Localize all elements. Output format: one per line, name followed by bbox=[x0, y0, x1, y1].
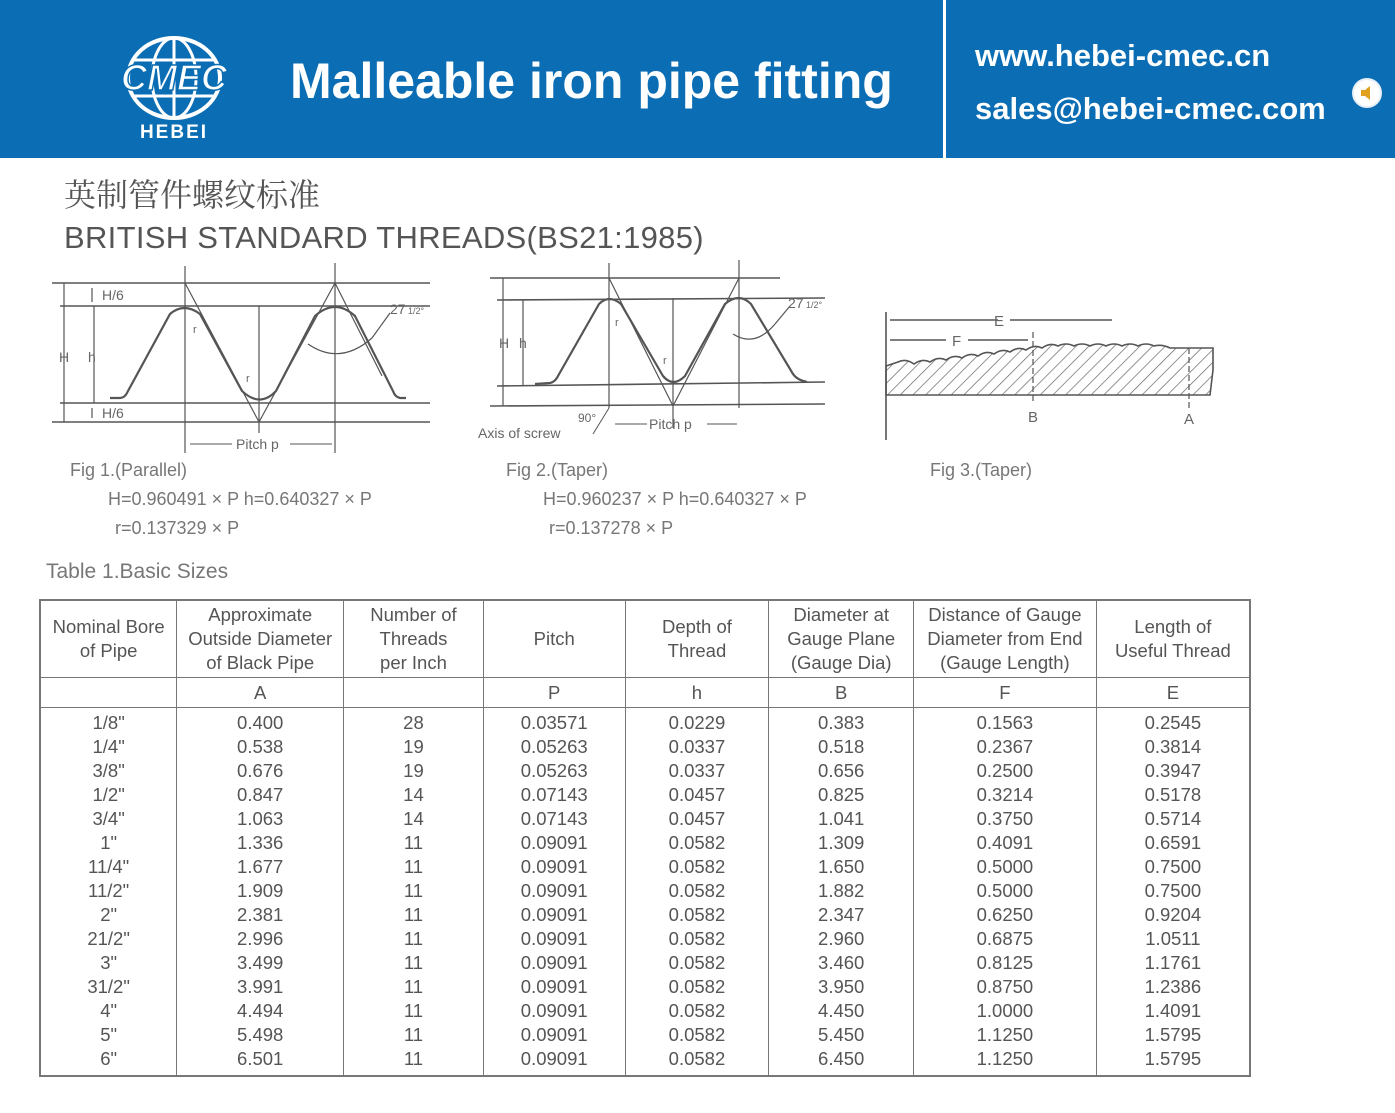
column-header-line: Outside Diameter bbox=[188, 628, 333, 649]
table-cell: 1.309 bbox=[769, 831, 914, 855]
table-cell: 0.2500 bbox=[914, 759, 1097, 783]
column-header-line: Number of bbox=[370, 604, 457, 625]
table-cell: 0.7500 bbox=[1096, 879, 1250, 903]
column-symbol: A bbox=[177, 678, 344, 708]
table-cell: 14 bbox=[344, 807, 484, 831]
table-cell: 6" bbox=[40, 1047, 177, 1076]
table-cell: 0.656 bbox=[769, 759, 914, 783]
table-cell: 1.909 bbox=[177, 879, 344, 903]
table-row bbox=[40, 1023, 1250, 1047]
table-cell: 1.882 bbox=[769, 879, 914, 903]
table-cell: 0.7500 bbox=[1096, 855, 1250, 879]
column-symbol: h bbox=[625, 678, 769, 708]
fig1-h6-bottom: H/6 bbox=[102, 405, 124, 421]
table-cell: 5.498 bbox=[177, 1023, 344, 1047]
table-cell: 0.0457 bbox=[625, 807, 769, 831]
fig1-h6-top: H/6 bbox=[102, 287, 124, 303]
table-cell: 3" bbox=[40, 951, 177, 975]
logo-text: CMEC bbox=[121, 57, 227, 98]
table-cell: 1.1250 bbox=[914, 1023, 1097, 1047]
column-header bbox=[344, 600, 484, 678]
table-cell: 0.3947 bbox=[1096, 759, 1250, 783]
fig1-parallel-thread-diagram bbox=[50, 258, 440, 458]
column-header-line: of Black Pipe bbox=[206, 652, 315, 673]
table-cell: 0.2545 bbox=[1096, 708, 1250, 736]
table-cell: 0.0582 bbox=[625, 879, 769, 903]
table-cell: 0.518 bbox=[769, 735, 914, 759]
table-cell: 1" bbox=[40, 831, 177, 855]
table-row bbox=[40, 927, 1250, 951]
column-header-line: Diameter at bbox=[793, 604, 890, 625]
table-cell: 0.09091 bbox=[483, 831, 625, 855]
column-symbol: B bbox=[769, 678, 914, 708]
table-cell: 0.0337 bbox=[625, 759, 769, 783]
table-cell: 0.3214 bbox=[914, 783, 1097, 807]
table-cell: 0.9204 bbox=[1096, 903, 1250, 927]
column-header bbox=[625, 600, 769, 678]
column-header-line: Distance of Gauge bbox=[928, 604, 1082, 625]
fig2-pitch: Pitch p bbox=[649, 416, 692, 432]
column-header-line: Pitch bbox=[533, 628, 575, 649]
table-cell: 31/2" bbox=[40, 975, 177, 999]
table-cell: 0.09091 bbox=[483, 951, 625, 975]
fig1-formula2: r=0.137329 × P bbox=[115, 518, 240, 538]
table-cell: 0.09091 bbox=[483, 927, 625, 951]
fig3-E-label: E bbox=[994, 313, 1005, 330]
table-cell: 0.0229 bbox=[625, 708, 769, 736]
table-cell: 0.0457 bbox=[625, 783, 769, 807]
column-symbol: F bbox=[914, 678, 1097, 708]
table-cell: 5.450 bbox=[769, 1023, 914, 1047]
table-cell: 0.0582 bbox=[625, 831, 769, 855]
table-cell: 0.0582 bbox=[625, 927, 769, 951]
table-cell: 11 bbox=[344, 855, 484, 879]
table-cell: 11 bbox=[344, 951, 484, 975]
table-cell: 0.847 bbox=[177, 783, 344, 807]
table-cell: 0.0337 bbox=[625, 735, 769, 759]
heading-english: BRITISH STANDARD THREADS(BS21:1985) bbox=[64, 220, 704, 255]
table-cell: 3.460 bbox=[769, 951, 914, 975]
table-cell: 3.499 bbox=[177, 951, 344, 975]
fig2-right-angle: 90° bbox=[578, 411, 597, 425]
table-cell: 0.0582 bbox=[625, 855, 769, 879]
fig3-B-label: B bbox=[1028, 409, 1039, 426]
table-cell: 1.677 bbox=[177, 855, 344, 879]
website-link[interactable]: www.hebei-cmec.cn bbox=[975, 38, 1271, 73]
table-cell: 2.381 bbox=[177, 903, 344, 927]
table-cell: 0.09091 bbox=[483, 1023, 625, 1047]
fig2-caption: Fig 2.(Taper) bbox=[506, 460, 609, 480]
fig3-taper-gauge-diagram bbox=[878, 302, 1223, 447]
table-cell: 0.383 bbox=[769, 708, 914, 736]
table-row bbox=[40, 999, 1250, 1023]
table-cell: 0.676 bbox=[177, 759, 344, 783]
table-cell: 21/2" bbox=[40, 927, 177, 951]
fig2-r-bottom: r bbox=[663, 355, 667, 367]
table-cell: 0.07143 bbox=[483, 807, 625, 831]
table-header-row bbox=[40, 600, 1250, 678]
column-symbol bbox=[40, 678, 177, 708]
fig2-h-label: h bbox=[519, 335, 527, 351]
column-header-line: of Pipe bbox=[79, 640, 138, 661]
page-title: Malleable iron pipe fitting bbox=[290, 53, 893, 109]
table-caption: Table 1.Basic Sizes bbox=[46, 560, 229, 583]
table-cell: 1.4091 bbox=[1096, 999, 1250, 1023]
table-cell: 0.8750 bbox=[914, 975, 1097, 999]
table-cell: 1.5795 bbox=[1096, 1047, 1250, 1076]
table-cell: 4.450 bbox=[769, 999, 914, 1023]
table-row bbox=[40, 903, 1250, 927]
column-symbol: P bbox=[483, 678, 625, 708]
table-row bbox=[40, 783, 1250, 807]
fig2-formula2: r=0.137278 × P bbox=[549, 518, 674, 538]
fig2-r-top: r bbox=[615, 317, 619, 329]
table-cell: 2.960 bbox=[769, 927, 914, 951]
column-header-line: Thread bbox=[667, 640, 727, 661]
fig3-A-label: A bbox=[1184, 411, 1195, 428]
table-symbol-row bbox=[40, 678, 1250, 708]
table-cell: 0.6591 bbox=[1096, 831, 1250, 855]
table-cell: 0.3750 bbox=[914, 807, 1097, 831]
table-cell: 0.5714 bbox=[1096, 807, 1250, 831]
table-cell: 0.0582 bbox=[625, 903, 769, 927]
table-row bbox=[40, 855, 1250, 879]
table-cell: 4" bbox=[40, 999, 177, 1023]
table-cell: 1/4" bbox=[40, 735, 177, 759]
column-header-line: Length of bbox=[1134, 616, 1212, 637]
table-cell: 1.2386 bbox=[1096, 975, 1250, 999]
table-cell: 6.450 bbox=[769, 1047, 914, 1076]
table-cell: 1.1761 bbox=[1096, 951, 1250, 975]
table-cell: 0.5000 bbox=[914, 855, 1097, 879]
table-row bbox=[40, 708, 1250, 736]
fig1-formula1: H=0.960491 × P h=0.640327 × P bbox=[108, 489, 372, 509]
table-cell: 2.347 bbox=[769, 903, 914, 927]
column-header-line: (Gauge Dia) bbox=[790, 652, 892, 673]
table-cell: 1/8" bbox=[40, 708, 177, 736]
table-cell: 11 bbox=[344, 975, 484, 999]
table-cell: 0.400 bbox=[177, 708, 344, 736]
header-divider bbox=[943, 0, 946, 158]
fig3-caption: Fig 3.(Taper) bbox=[930, 460, 1033, 480]
fig3-F-label: F bbox=[952, 333, 962, 350]
column-header bbox=[483, 600, 625, 678]
table-cell: 3/8" bbox=[40, 759, 177, 783]
table-cell: 1.336 bbox=[177, 831, 344, 855]
table-cell: 1.650 bbox=[769, 855, 914, 879]
fig2-angle-frac: 1/2° bbox=[806, 300, 823, 310]
table-cell: 11 bbox=[344, 1047, 484, 1076]
table-cell: 0.03571 bbox=[483, 708, 625, 736]
table-cell: 1.063 bbox=[177, 807, 344, 831]
table-cell: 11 bbox=[344, 999, 484, 1023]
table-cell: 0.0582 bbox=[625, 999, 769, 1023]
fig1-angle-frac: 1/2° bbox=[408, 306, 425, 316]
table-cell: 0.4091 bbox=[914, 831, 1097, 855]
table-cell: 0.09091 bbox=[483, 975, 625, 999]
table-cell: 3/4" bbox=[40, 807, 177, 831]
table-cell: 0.09091 bbox=[483, 1047, 625, 1076]
table-cell: 1.5795 bbox=[1096, 1023, 1250, 1047]
table-cell: 11 bbox=[344, 927, 484, 951]
table-cell: 0.0582 bbox=[625, 951, 769, 975]
column-header-line: Nominal Bore bbox=[52, 616, 165, 637]
table-cell: 0.825 bbox=[769, 783, 914, 807]
logo-sub: HEBEI bbox=[139, 122, 209, 142]
table-cell: 1.0000 bbox=[914, 999, 1097, 1023]
table-cell: 0.09091 bbox=[483, 855, 625, 879]
table-cell: 0.8125 bbox=[914, 951, 1097, 975]
table-cell: 1.0511 bbox=[1096, 927, 1250, 951]
column-header bbox=[914, 600, 1097, 678]
column-header-line: per Inch bbox=[380, 652, 447, 673]
table-cell: 0.2367 bbox=[914, 735, 1097, 759]
table-cell: 0.09091 bbox=[483, 903, 625, 927]
column-symbol bbox=[344, 678, 484, 708]
table-row bbox=[40, 807, 1250, 831]
table-cell: 19 bbox=[344, 759, 484, 783]
column-header-line: Depth of bbox=[661, 616, 732, 637]
table-cell: 0.3814 bbox=[1096, 735, 1250, 759]
fig2-formula1: H=0.960237 × P h=0.640327 × P bbox=[543, 489, 807, 509]
column-header-line: (Gauge Length) bbox=[940, 652, 1070, 673]
column-header-line: Diameter from End bbox=[927, 628, 1083, 649]
column-header-line: Useful Thread bbox=[1114, 640, 1231, 661]
table-cell: 0.538 bbox=[177, 735, 344, 759]
table-cell: 3.950 bbox=[769, 975, 914, 999]
table-cell: 6.501 bbox=[177, 1047, 344, 1076]
heading-chinese: 英制管件螺纹标准 bbox=[64, 176, 321, 214]
fig1-r-top: r bbox=[193, 324, 197, 336]
fig1-r-bottom: r bbox=[246, 373, 250, 385]
table-cell: 0.05263 bbox=[483, 735, 625, 759]
speaker-icon[interactable] bbox=[1352, 78, 1382, 108]
table-cell: 0.6250 bbox=[914, 903, 1097, 927]
table-cell: 3.991 bbox=[177, 975, 344, 999]
column-header bbox=[1096, 600, 1250, 678]
table-cell: 1/2" bbox=[40, 783, 177, 807]
table-cell: 0.5000 bbox=[914, 879, 1097, 903]
fig2-angle: 27 bbox=[788, 295, 804, 311]
table-row bbox=[40, 831, 1250, 855]
table-cell: 19 bbox=[344, 735, 484, 759]
table-cell: 28 bbox=[344, 708, 484, 736]
table-cell: 0.6875 bbox=[914, 927, 1097, 951]
basic-sizes-table bbox=[39, 599, 1251, 1077]
column-header-line: Threads bbox=[379, 628, 448, 649]
table-cell: 2.996 bbox=[177, 927, 344, 951]
fig1-h-label: h bbox=[88, 349, 96, 365]
column-header bbox=[177, 600, 344, 678]
table-row bbox=[40, 759, 1250, 783]
table-cell: 0.0582 bbox=[625, 975, 769, 999]
table-row bbox=[40, 735, 1250, 759]
fig1-caption: Fig 1.(Parallel) bbox=[70, 460, 188, 480]
column-header bbox=[769, 600, 914, 678]
column-header-line: Approximate bbox=[208, 604, 313, 625]
table-cell: 11 bbox=[344, 903, 484, 927]
table-cell: 0.0582 bbox=[625, 1047, 769, 1076]
table-cell: 11 bbox=[344, 1023, 484, 1047]
table-cell: 5" bbox=[40, 1023, 177, 1047]
table-cell: 0.07143 bbox=[483, 783, 625, 807]
fig2-taper-thread-diagram bbox=[475, 258, 855, 448]
table-row bbox=[40, 951, 1250, 975]
table-cell: 1.041 bbox=[769, 807, 914, 831]
table-cell: 2" bbox=[40, 903, 177, 927]
table-cell: 0.1563 bbox=[914, 708, 1097, 736]
table-cell: 0.09091 bbox=[483, 879, 625, 903]
table-cell: 0.09091 bbox=[483, 999, 625, 1023]
fig1-angle: 27 bbox=[390, 301, 406, 317]
table-cell: 14 bbox=[344, 783, 484, 807]
table-cell: 4.494 bbox=[177, 999, 344, 1023]
column-symbol: E bbox=[1096, 678, 1250, 708]
table-cell: 0.5178 bbox=[1096, 783, 1250, 807]
table-cell: 11 bbox=[344, 879, 484, 903]
table-cell: 0.0582 bbox=[625, 1023, 769, 1047]
fig2-H-label: H bbox=[499, 335, 510, 351]
table-cell: 1.1250 bbox=[914, 1047, 1097, 1076]
header-banner bbox=[0, 0, 1395, 158]
column-header-line: Gauge Plane bbox=[787, 628, 896, 649]
table-row bbox=[40, 879, 1250, 903]
table-cell: 0.05263 bbox=[483, 759, 625, 783]
fig1-H-label: H bbox=[59, 349, 70, 365]
table-cell: 11/2" bbox=[40, 879, 177, 903]
table-row bbox=[40, 975, 1250, 999]
fig2-axis-label: Axis of screw bbox=[478, 425, 561, 441]
cmec-globe-logo bbox=[88, 34, 260, 142]
table-cell: 11 bbox=[344, 831, 484, 855]
table-row bbox=[40, 1047, 1250, 1076]
fig1-pitch: Pitch p bbox=[236, 436, 279, 452]
email-link[interactable]: sales@hebei-cmec.com bbox=[975, 91, 1326, 126]
column-header bbox=[40, 600, 177, 678]
table-cell: 11/4" bbox=[40, 855, 177, 879]
